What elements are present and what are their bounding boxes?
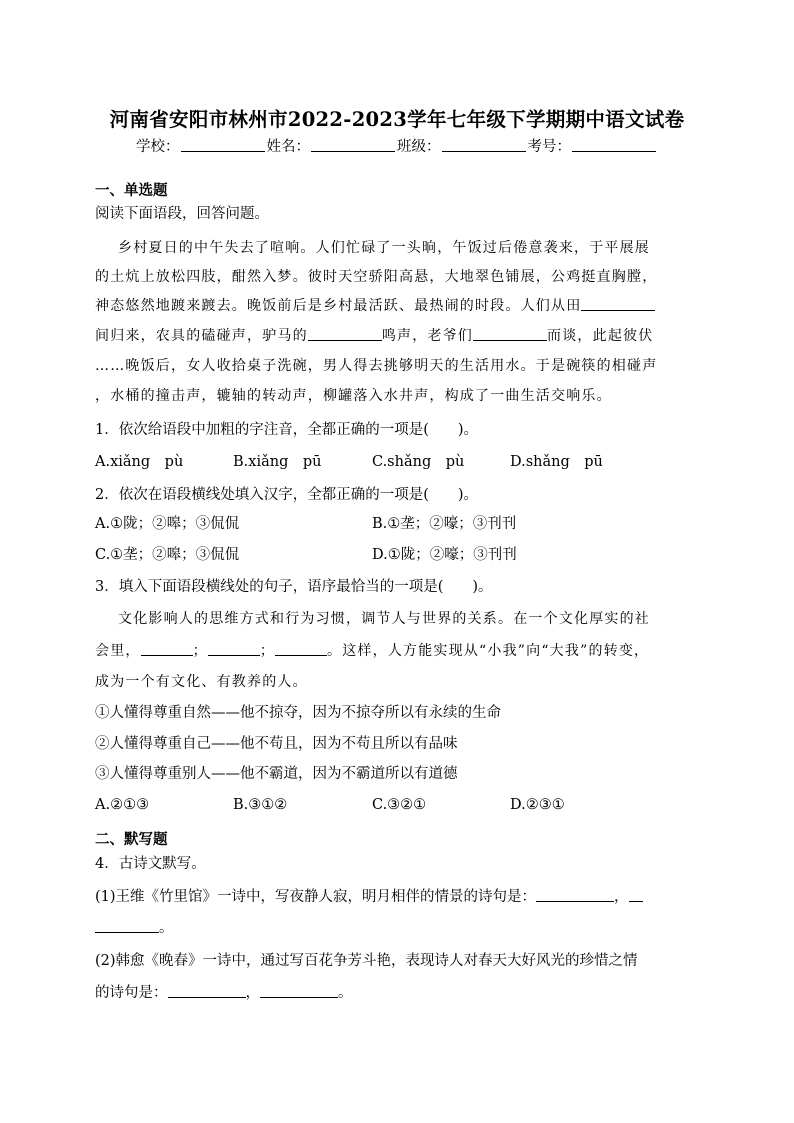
q1-option-a[interactable]: A.xiǎng pù: [95, 454, 184, 470]
q4-sub1-blank-2-end[interactable]: [95, 918, 159, 933]
q3-option-b[interactable]: B.③①②: [233, 797, 288, 813]
q3-passage-line-1: 文化影响人的思维方式和行为习惯，调节人与世界的关系。在一个文化厚实的社: [118, 611, 650, 627]
q4-sub-1-line-2: 。: [95, 918, 174, 938]
q3-blank-1[interactable]: [141, 641, 193, 656]
passage-line-4: 间归来，农具的磕碰声，驴马的 鸣声，老爷们 而谈，此起彼伏: [95, 328, 654, 344]
q3-option-c[interactable]: C.③②①: [372, 797, 427, 813]
q4-sub2-blank-2[interactable]: [260, 983, 338, 998]
q2-option-c[interactable]: C.①垄；②嗥；③侃侃: [95, 547, 240, 563]
q3-item-3: ③人懂得尊重别人——他不霸道，因为不霸道所以有道德: [95, 766, 458, 782]
q4-sub1-blank-2-start[interactable]: [629, 887, 643, 902]
q3-passage-line-3: 成为一个有文化、有教养的人。: [95, 674, 308, 690]
q1-option-c[interactable]: C.shǎng pù: [372, 454, 465, 470]
q4-sub-1-line-1: (1)王维《竹里馆》一诗中，写夜静人寂，明月相伴的情景的诗句是： ，: [95, 887, 643, 907]
question-4-stem: 4．古诗文默写。: [95, 856, 206, 872]
passage-line-3: 神态悠然地踱来踱去。晚饭前后是乡村最活跃、最热闹的时段。人们从田: [95, 296, 655, 316]
question-2-stem: 2．依次在语段横线处填入汉字，全都正确的一项是( )。: [95, 487, 479, 503]
q3-item-2: ②人懂得尊重自己——他不苟且，因为不苟且所以有品味: [95, 736, 458, 752]
q2-option-d[interactable]: D.①陇；②嚎；③刊刊: [372, 547, 517, 563]
section-heading-single-choice: 一、单选题: [95, 182, 168, 199]
school-label: 学校：: [136, 139, 180, 155]
q3-blank-2[interactable]: [208, 641, 260, 656]
q3-item-1: ①人懂得尊重自然——他不掠夺，因为不掠夺所以有永续的生命: [95, 705, 501, 721]
q2-option-a[interactable]: A.①陇；②嗥；③侃侃: [95, 516, 240, 532]
passage-line-5: ……晚饭后，女人收拾桌子洗碗，男人得去挑够明天的生活用水。于是碗筷的相碰声: [95, 358, 658, 374]
name-label: 姓名：: [266, 139, 310, 155]
number-label: 考号：: [527, 139, 571, 155]
q1-option-d[interactable]: D.shǎng pū: [510, 454, 603, 470]
blank-3[interactable]: [473, 326, 547, 341]
passage-line-1: 乡村夏日的中午失去了喧响。人们忙碌了一头晌，午饭过后倦意袭来，于平展展: [118, 240, 650, 256]
blank-1[interactable]: [581, 296, 655, 311]
q3-option-d[interactable]: D.②③①: [510, 797, 565, 813]
class-label: 班级：: [397, 139, 441, 155]
q2-option-b[interactable]: B.①垄；②嚎；③刊刊: [372, 516, 517, 532]
school-blank[interactable]: [181, 137, 265, 152]
student-info-row: [0, 135, 794, 156]
q4-sub-2-line-2: 的诗句是： ， 。: [95, 985, 353, 1001]
blank-2[interactable]: [308, 326, 382, 341]
q4-sub-2-line-1: (2)韩愈《晚春》一诗中，通过写百花争芳斗艳，表现诗人对春天大好风光的珍惜之情: [95, 953, 638, 969]
page-title: 河南省安阳市林州市2022-2023学年七年级下学期期中语文试卷: [109, 108, 685, 131]
q4-sub2-blank-1[interactable]: [168, 983, 246, 998]
passage-line-6: ，水桶的撞击声，辘轴的转动声，柳罐落入水井声，构成了一曲生活交响乐。: [95, 388, 612, 404]
q3-blank-3[interactable]: [275, 641, 327, 656]
question-3-stem: 3．填入下面语段横线处的句子，语序最恰当的一项是( )。: [95, 579, 493, 595]
name-blank[interactable]: [311, 137, 395, 152]
class-blank[interactable]: [442, 137, 526, 152]
q1-option-b[interactable]: B.xiǎng pū: [233, 454, 322, 470]
section-intro: 阅读下面语段，回答问题。: [95, 206, 269, 222]
question-1-stem: 1．依次给语段中加粗的字注音，全都正确的一项是( )。: [95, 422, 479, 438]
number-blank[interactable]: [572, 137, 656, 152]
section-heading-dictation: 二、默写题: [95, 831, 168, 848]
q3-passage-line-2: 会里， ； ； 。这样，人方能实现从“小我”向“大我”的转变，: [95, 643, 650, 659]
q4-sub1-blank-1[interactable]: [536, 887, 614, 902]
q3-option-a[interactable]: A.②①③: [95, 797, 150, 813]
passage-line-2: 的土炕上放松四肢，酣然入梦。彼时天空骄阳高悬，大地翠色铺展，公鸡挺直胸膛，: [95, 269, 658, 285]
